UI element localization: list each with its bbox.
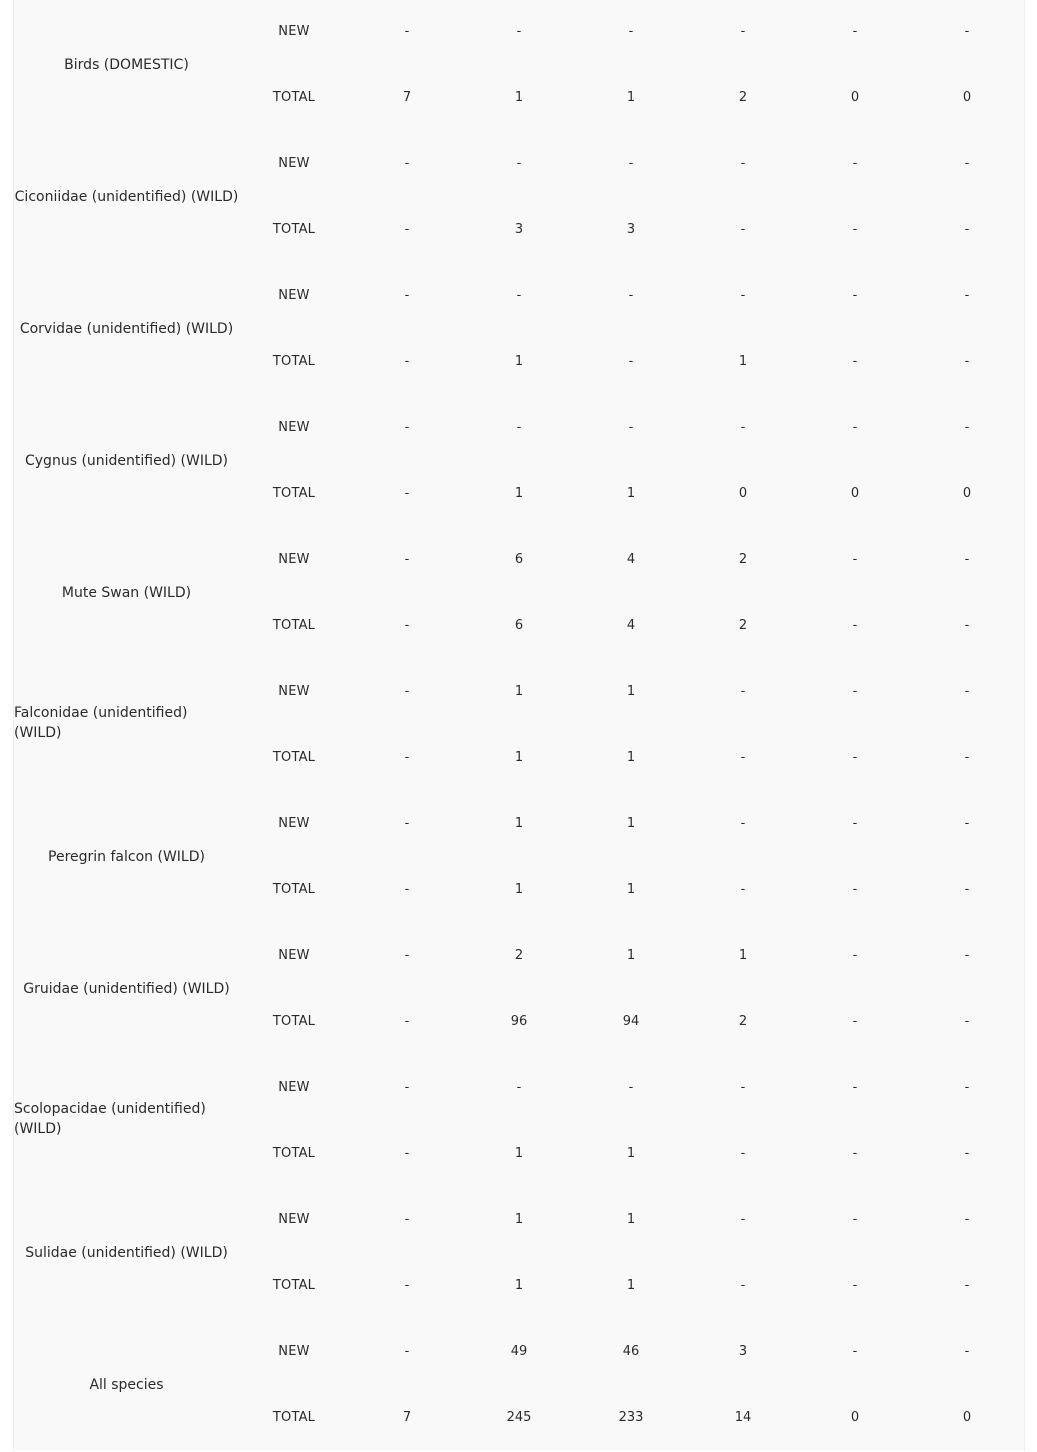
value-cell: -	[852, 1278, 858, 1293]
value-cell: -	[740, 156, 746, 171]
value-cell: -	[404, 222, 410, 237]
value-cell: 6	[514, 552, 524, 567]
new-label: NEW	[278, 552, 310, 567]
new-sub-row	[14, 1210, 1024, 1230]
total-sub-row	[14, 1012, 1024, 1032]
value-cell: -	[404, 354, 410, 369]
value-cell: -	[404, 948, 410, 963]
species-name: Peregrin falcon (WILD)	[48, 849, 205, 865]
value-cell: 49	[510, 1344, 528, 1359]
value-cell: -	[404, 1146, 410, 1161]
value-cell: -	[964, 1014, 970, 1029]
new-sub-row	[14, 946, 1024, 966]
value-cell: 2	[514, 948, 524, 963]
value-cell: -	[404, 24, 410, 39]
species-name: All species	[89, 1377, 164, 1393]
total-sub-row	[14, 1144, 1024, 1164]
value-cell: -	[404, 552, 410, 567]
new-sub-row	[14, 550, 1024, 570]
value-cell: 1	[626, 948, 636, 963]
value-cell: -	[852, 882, 858, 897]
value-cell: -	[404, 486, 410, 501]
value-cell: -	[404, 750, 410, 765]
species-name: Cygnus (unidentified) (WILD)	[25, 453, 228, 469]
table-row	[14, 1320, 1024, 1452]
table-row	[14, 924, 1024, 1056]
total-sub-row	[14, 748, 1024, 768]
value-cell: 1	[514, 684, 524, 699]
value-cell: 2	[738, 618, 748, 633]
value-cell: -	[964, 420, 970, 435]
total-label: TOTAL	[272, 354, 316, 369]
value-cell: -	[852, 1080, 858, 1095]
value-cell: 1	[514, 816, 524, 831]
value-cell: -	[404, 1080, 410, 1095]
table-row	[14, 528, 1024, 660]
value-cell: -	[404, 1344, 410, 1359]
value-cell: -	[852, 222, 858, 237]
species-statistics-table	[13, 0, 1025, 1450]
value-cell: -	[628, 1080, 634, 1095]
value-cell: 1	[626, 684, 636, 699]
total-sub-row	[14, 880, 1024, 900]
total-sub-row	[14, 220, 1024, 240]
species-name: Gruidae (unidentified) (WILD)	[23, 981, 230, 997]
value-cell: 1	[514, 1146, 524, 1161]
new-label: NEW	[278, 24, 310, 39]
value-cell: -	[852, 420, 858, 435]
value-cell: -	[852, 1212, 858, 1227]
value-cell: -	[964, 1278, 970, 1293]
new-sub-row	[14, 22, 1024, 42]
value-cell: -	[964, 948, 970, 963]
value-cell: 0	[850, 486, 860, 501]
value-cell: -	[404, 420, 410, 435]
value-cell: -	[964, 684, 970, 699]
value-cell: 1	[514, 882, 524, 897]
value-cell: 1	[626, 90, 636, 105]
total-label: TOTAL	[272, 1278, 316, 1293]
total-label: TOTAL	[272, 1146, 316, 1161]
new-label: NEW	[278, 1212, 310, 1227]
total-label: TOTAL	[272, 90, 316, 105]
total-label: TOTAL	[272, 222, 316, 237]
value-cell: -	[852, 750, 858, 765]
total-sub-row	[14, 88, 1024, 108]
value-cell: -	[852, 1344, 858, 1359]
total-label: TOTAL	[272, 1410, 316, 1425]
value-cell: -	[964, 222, 970, 237]
value-cell: 14	[734, 1410, 752, 1425]
new-label: NEW	[278, 288, 310, 303]
value-cell: -	[516, 420, 522, 435]
value-cell: 245	[506, 1410, 532, 1425]
new-sub-row	[14, 418, 1024, 438]
value-cell: 4	[626, 618, 636, 633]
new-sub-row	[14, 682, 1024, 702]
value-cell: -	[964, 816, 970, 831]
value-cell: 0	[850, 90, 860, 105]
value-cell: -	[628, 24, 634, 39]
value-cell: -	[852, 948, 858, 963]
total-label: TOTAL	[272, 486, 316, 501]
value-cell: 96	[510, 1014, 528, 1029]
species-name: Scolopacidae (unidentified) (WILD)	[14, 1101, 206, 1137]
value-cell: -	[404, 618, 410, 633]
value-cell: 1	[626, 816, 636, 831]
value-cell: 1	[738, 948, 748, 963]
value-cell: 1	[626, 1146, 636, 1161]
value-cell: -	[740, 1212, 746, 1227]
value-cell: 1	[514, 354, 524, 369]
value-cell: -	[852, 288, 858, 303]
value-cell: -	[852, 618, 858, 633]
value-cell: 0	[962, 486, 972, 501]
value-cell: -	[964, 750, 970, 765]
value-cell: -	[740, 420, 746, 435]
value-cell: -	[740, 288, 746, 303]
value-cell: -	[516, 1080, 522, 1095]
value-cell: -	[964, 288, 970, 303]
new-label: NEW	[278, 156, 310, 171]
table-row	[14, 1056, 1024, 1188]
new-label: NEW	[278, 1344, 310, 1359]
value-cell: -	[852, 684, 858, 699]
table-row	[14, 660, 1024, 792]
value-cell: -	[964, 24, 970, 39]
value-cell: -	[964, 552, 970, 567]
value-cell: 1	[626, 486, 636, 501]
value-cell: 1	[514, 1278, 524, 1293]
value-cell: 7	[402, 1410, 412, 1425]
value-cell: -	[964, 354, 970, 369]
table-row	[14, 264, 1024, 396]
species-name: Ciconiidae (unidentified) (WILD)	[14, 189, 239, 205]
value-cell: -	[852, 552, 858, 567]
value-cell: -	[852, 156, 858, 171]
new-label: NEW	[278, 948, 310, 963]
value-cell: 1	[738, 354, 748, 369]
value-cell: 46	[622, 1344, 640, 1359]
value-cell: 1	[514, 90, 524, 105]
new-sub-row	[14, 154, 1024, 174]
value-cell: -	[740, 1146, 746, 1161]
value-cell: -	[964, 156, 970, 171]
total-sub-row	[14, 1276, 1024, 1296]
value-cell: 7	[402, 90, 412, 105]
value-cell: -	[404, 882, 410, 897]
value-cell: 1	[514, 486, 524, 501]
new-sub-row	[14, 1342, 1024, 1362]
total-sub-row	[14, 484, 1024, 504]
value-cell: 3	[626, 222, 636, 237]
value-cell: -	[740, 1080, 746, 1095]
value-cell: -	[404, 684, 410, 699]
new-sub-row	[14, 814, 1024, 834]
value-cell: -	[964, 618, 970, 633]
value-cell: 4	[626, 552, 636, 567]
value-cell: -	[964, 1344, 970, 1359]
value-cell: -	[516, 288, 522, 303]
table-body	[14, 0, 1024, 1450]
value-cell: 1	[626, 1212, 636, 1227]
new-sub-row	[14, 286, 1024, 306]
table-row	[14, 0, 1024, 132]
value-cell: 3	[514, 222, 524, 237]
value-cell: -	[628, 288, 634, 303]
value-cell: 1	[514, 750, 524, 765]
new-sub-row	[14, 1078, 1024, 1098]
new-label: NEW	[278, 420, 310, 435]
value-cell: -	[404, 156, 410, 171]
value-cell: -	[404, 1212, 410, 1227]
value-cell: -	[852, 816, 858, 831]
value-cell: -	[740, 684, 746, 699]
total-label: TOTAL	[272, 882, 316, 897]
total-sub-row	[14, 352, 1024, 372]
value-cell: -	[964, 882, 970, 897]
value-cell: -	[852, 24, 858, 39]
value-cell: 1	[626, 750, 636, 765]
value-cell: 2	[738, 90, 748, 105]
total-label: TOTAL	[272, 750, 316, 765]
value-cell: 0	[962, 90, 972, 105]
value-cell: -	[516, 24, 522, 39]
value-cell: -	[740, 1278, 746, 1293]
value-cell: 0	[962, 1410, 972, 1425]
species-name: Corvidae (unidentified) (WILD)	[19, 321, 234, 337]
value-cell: -	[404, 1014, 410, 1029]
value-cell: 1	[626, 882, 636, 897]
total-sub-row	[14, 616, 1024, 636]
value-cell: 233	[618, 1410, 644, 1425]
value-cell: -	[964, 1146, 970, 1161]
value-cell: 6	[514, 618, 524, 633]
value-cell: -	[516, 156, 522, 171]
new-label: NEW	[278, 816, 310, 831]
value-cell: 1	[626, 1278, 636, 1293]
value-cell: -	[740, 816, 746, 831]
new-label: NEW	[278, 1080, 310, 1095]
total-label: TOTAL	[272, 1014, 316, 1029]
value-cell: -	[628, 354, 634, 369]
total-sub-row	[14, 1408, 1024, 1428]
table-row	[14, 792, 1024, 924]
value-cell: -	[964, 1212, 970, 1227]
value-cell: -	[852, 1146, 858, 1161]
value-cell: -	[404, 816, 410, 831]
table-row	[14, 396, 1024, 528]
total-label: TOTAL	[272, 618, 316, 633]
value-cell: -	[404, 288, 410, 303]
value-cell: -	[852, 354, 858, 369]
value-cell: -	[740, 222, 746, 237]
value-cell: 3	[738, 1344, 748, 1359]
species-name: Mute Swan (WILD)	[61, 585, 192, 601]
value-cell: 2	[738, 1014, 748, 1029]
value-cell: 0	[850, 1410, 860, 1425]
table-row	[14, 1188, 1024, 1320]
species-name: Birds (DOMESTIC)	[64, 57, 189, 73]
value-cell: 1	[514, 1212, 524, 1227]
value-cell: -	[964, 1080, 970, 1095]
value-cell: -	[404, 1278, 410, 1293]
value-cell: -	[740, 882, 746, 897]
value-cell: 94	[622, 1014, 640, 1029]
value-cell: 2	[738, 552, 748, 567]
species-name: Falconidae (unidentified) (WILD)	[14, 705, 188, 741]
new-label: NEW	[278, 684, 310, 699]
value-cell: -	[852, 1014, 858, 1029]
value-cell: -	[628, 420, 634, 435]
value-cell: -	[740, 750, 746, 765]
table-row	[14, 132, 1024, 264]
value-cell: -	[740, 24, 746, 39]
species-name: Sulidae (unidentified) (WILD)	[25, 1245, 228, 1261]
value-cell: -	[628, 156, 634, 171]
value-cell: 0	[738, 486, 748, 501]
